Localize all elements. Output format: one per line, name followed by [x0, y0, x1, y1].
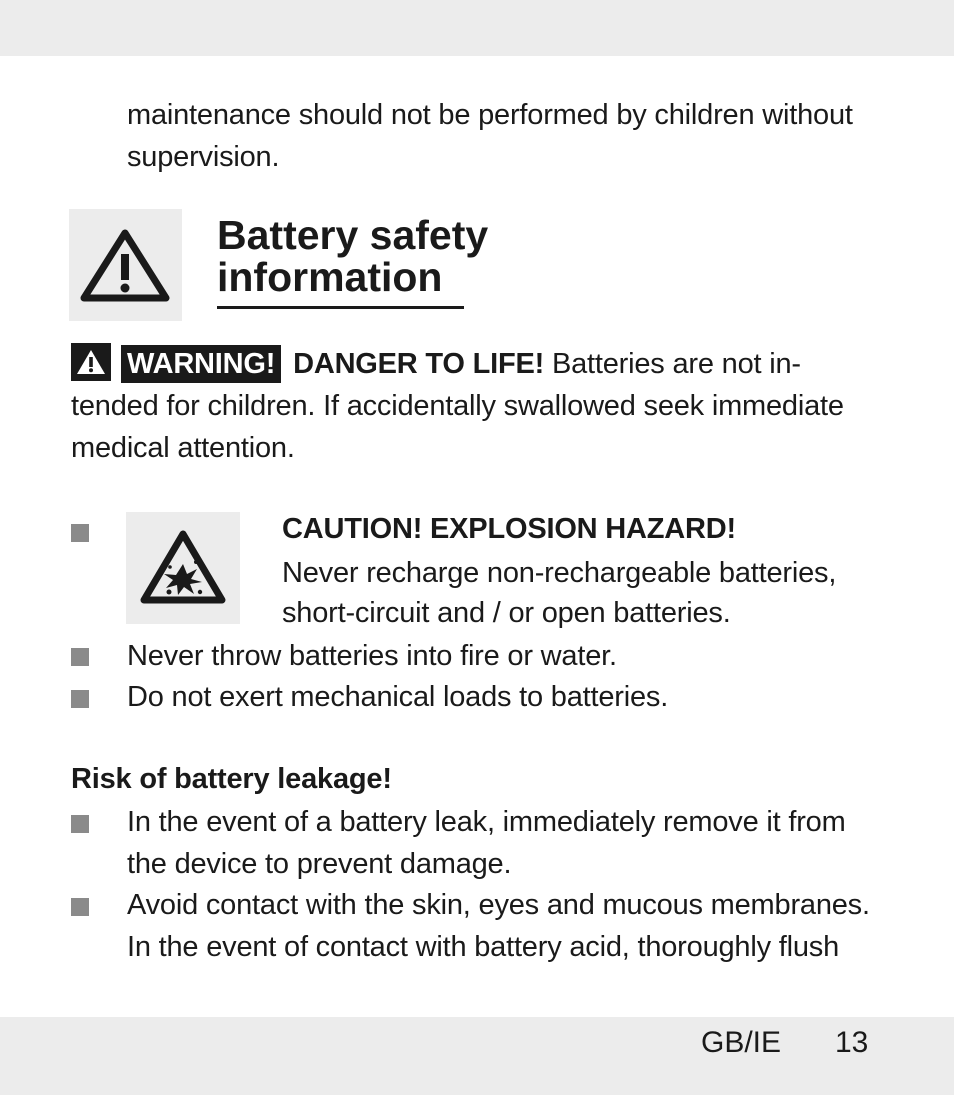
leakage-item-2-line-1: Avoid contact with the skin, eyes and mucous membranes. — [127, 889, 870, 921]
warning-triangle-icon — [69, 209, 182, 321]
warning-small-icon — [71, 343, 111, 381]
warning-line-3: medical attention. — [71, 432, 295, 464]
list-item: Never throw batteries into fire or water. — [127, 640, 617, 672]
leakage-item-1-line-1: In the event of a battery leak, immediately remove it from — [127, 806, 846, 838]
footer-region: GB/IE — [701, 1026, 782, 1059]
caution-title: CAUTION! EXPLOSION HAZARD! — [282, 513, 736, 545]
list-item: Do not exert mechanical loads to batteries. — [127, 681, 669, 713]
danger-label: DANGER TO LIFE! — [293, 348, 545, 380]
warning-line-1-rest: Batteries are not in- — [544, 348, 801, 380]
leakage-title: Risk of battery leakage! — [71, 763, 392, 795]
intro-line-1: maintenance should not be performed by children without — [127, 99, 853, 131]
bullet-square — [71, 648, 89, 666]
bullet-square — [71, 815, 89, 833]
leakage-item-1-line-2: the device to prevent damage. — [127, 848, 512, 880]
top-band — [0, 0, 954, 56]
section-title-underline — [217, 306, 464, 309]
caution-line-2: short-circuit and / or open batteries. — [282, 597, 731, 629]
page-number: 13 — [835, 1026, 869, 1059]
warning-icon-box — [69, 209, 182, 321]
section-title-line-2: information — [217, 254, 443, 300]
leakage-item-2-line-2: In the event of contact with battery acid, thoroughly flush — [127, 931, 840, 963]
bullet-square — [71, 524, 89, 542]
explosion-icon-box — [126, 512, 240, 624]
warning-badge: WARNING! — [121, 345, 281, 383]
bullet-square — [71, 898, 89, 916]
warning-line-2: tended for children. If accidentally swallowed seek immediate — [71, 390, 844, 422]
explosion-hazard-icon — [126, 512, 240, 624]
footer-band — [0, 1017, 954, 1095]
bullet-square — [71, 690, 89, 708]
intro-line-2: supervision. — [127, 141, 280, 173]
section-title — [217, 214, 488, 298]
caution-line-1: Never recharge non-rechargeable batteries, — [282, 557, 837, 589]
section-title-line-1: Battery safety — [217, 212, 489, 258]
warning-line-1 — [71, 343, 801, 385]
